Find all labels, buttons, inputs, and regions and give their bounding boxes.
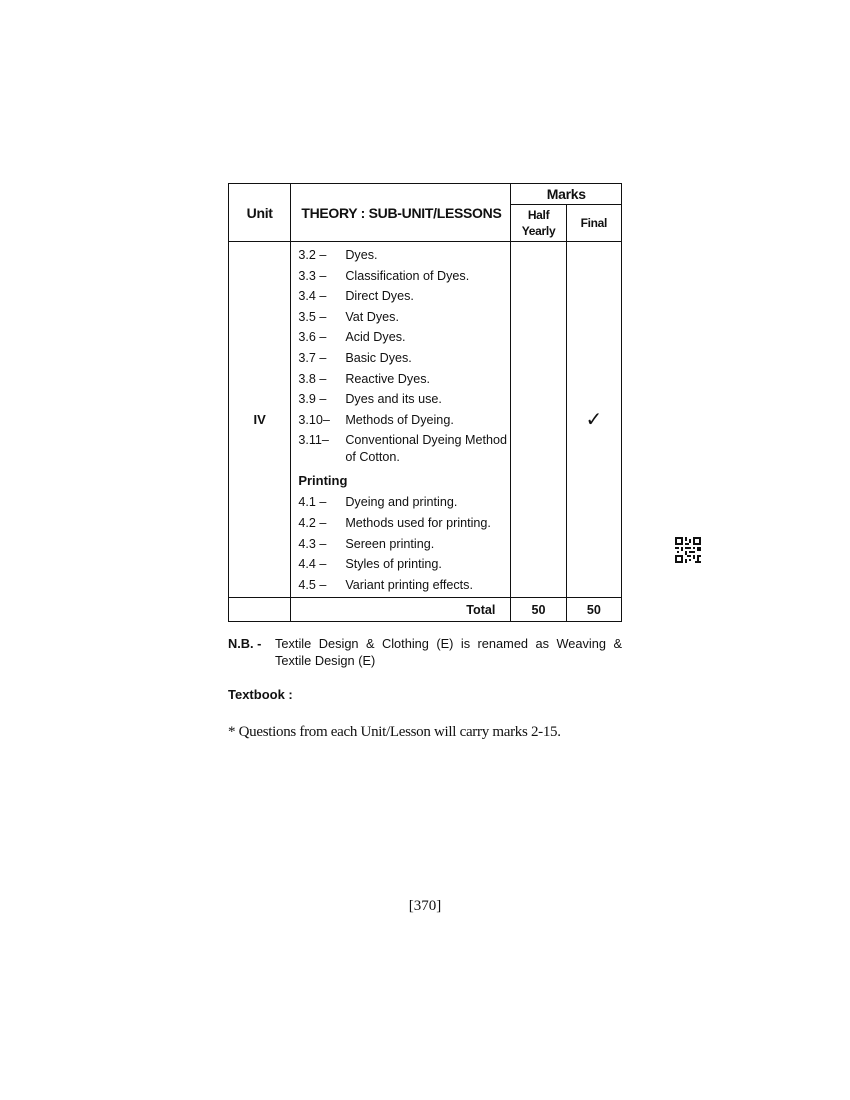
lesson-title: Methods of Dyeing. <box>345 412 454 427</box>
lesson-title: Dyeing and printing. <box>345 495 458 510</box>
lesson-title: Sereen printing. <box>345 536 435 551</box>
lesson-number: 4.3 – <box>298 536 327 551</box>
lesson-item <box>298 369 510 390</box>
lesson-number: 3.3 – <box>298 268 327 283</box>
lesson-item <box>298 513 510 534</box>
lesson-number: 3.9 – <box>298 392 327 407</box>
lesson-list-printing <box>298 492 510 595</box>
lesson-item <box>298 534 510 555</box>
nb-label: N.B. - <box>228 636 262 651</box>
lesson-list-dyes <box>298 245 510 467</box>
lesson-title: Direct Dyes. <box>345 289 414 304</box>
lesson-item <box>298 389 510 410</box>
header-marks: Marks <box>511 184 622 205</box>
section-heading-printing: Printing <box>298 473 348 489</box>
lesson-number: 3.11– <box>298 433 329 448</box>
lesson-item <box>298 554 510 575</box>
lesson-item <box>298 492 510 513</box>
total-label: Total <box>291 598 511 622</box>
syllabus-table <box>228 183 622 622</box>
lesson-item <box>298 410 510 431</box>
lesson-number: 3.2 – <box>298 248 327 262</box>
header-half-yearly-line1: Half <box>527 208 550 222</box>
lesson-number: 3.7 – <box>298 350 327 365</box>
final-check-mark: ✓ <box>566 242 621 598</box>
lesson-title: Basic Dyes. <box>345 350 412 365</box>
lesson-item <box>298 307 510 328</box>
lesson-title: Conventional Dyeing Method of Cotton. <box>345 433 508 465</box>
lesson-item <box>298 245 510 266</box>
header-theory: THEORY : SUB-UNIT/LESSONS <box>291 184 511 242</box>
textbook-label: Textbook : <box>228 687 293 702</box>
page-number: [370] <box>408 898 442 914</box>
lesson-title: Acid Dyes. <box>345 330 406 345</box>
unit-cell: IV <box>229 242 291 598</box>
lesson-item <box>298 266 510 287</box>
total-half-yearly: 50 <box>511 598 566 622</box>
lesson-item <box>298 430 510 467</box>
marks-footnote: * Questions from each Unit/Lesson will carry marks 2-15. <box>228 724 561 740</box>
lesson-title: Vat Dyes. <box>345 309 399 324</box>
header-final: Final <box>566 205 621 242</box>
lesson-number: 4.4 – <box>298 557 327 572</box>
lesson-number: 4.1 – <box>298 495 327 510</box>
lesson-title: Variant printing effects. <box>345 577 473 592</box>
lesson-number: 3.10– <box>298 412 330 427</box>
lesson-item <box>298 575 510 596</box>
nb-text: Textile Design & Clothing (E) is renamed as Weaving & Textile Design (E) <box>275 636 622 668</box>
qr-code-icon[interactable] <box>675 537 701 563</box>
lesson-number: 4.5 – <box>298 577 327 592</box>
header-half-yearly <box>511 205 566 242</box>
lesson-number: 3.6 – <box>298 330 327 345</box>
lessons-cell <box>291 242 511 598</box>
nb-note <box>228 636 622 669</box>
lesson-title: Reactive Dyes. <box>345 371 431 386</box>
header-half-yearly-line2: Yearly <box>521 224 556 238</box>
lesson-number: 3.5 – <box>298 309 327 324</box>
lesson-item <box>298 348 510 369</box>
lesson-title: Dyes and its use. <box>345 392 442 407</box>
lesson-number: 3.8 – <box>298 371 327 386</box>
lesson-item <box>298 327 510 348</box>
header-unit: Unit <box>229 184 291 242</box>
lesson-title: Classification of Dyes. <box>345 268 470 283</box>
lesson-number: 3.4 – <box>298 289 327 304</box>
total-final: 50 <box>566 598 621 622</box>
total-row-empty-cell <box>229 598 291 622</box>
lesson-title: Dyes. <box>345 248 378 262</box>
lesson-number: 4.2 – <box>298 515 327 530</box>
half-yearly-cell <box>511 242 566 598</box>
lesson-title: Methods used for printing. <box>345 515 491 530</box>
lesson-item <box>298 286 510 307</box>
lesson-title: Styles of printing. <box>345 557 442 572</box>
